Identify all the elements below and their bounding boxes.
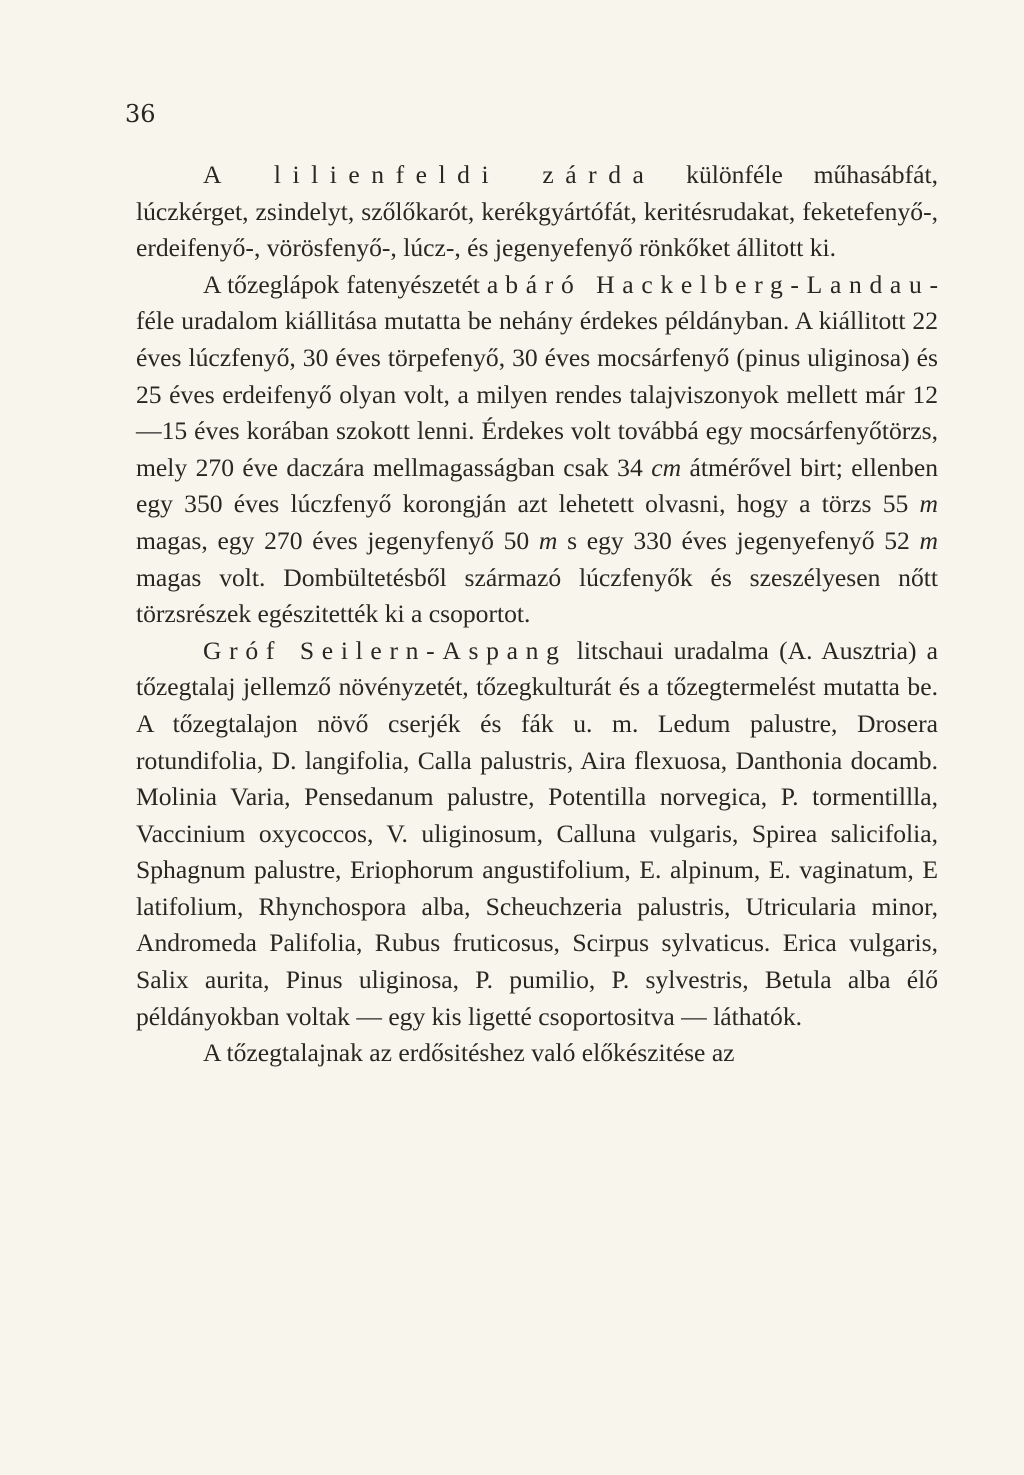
page-number: 36 bbox=[125, 100, 156, 128]
text-run: különféle műhasábfát, lúczkérget, zsindelyt, szőlőkarót, kerékgyártófát, keritésrudakat, feketefenyő-, erdeifenyő-, vörösfenyő-, lúcz-, és jegenyefenyő rönkőket állitott ki. bbox=[136, 160, 938, 263]
emphasis-grof-seilern-aspang: Gróf Seilern-Aspang bbox=[203, 635, 567, 665]
unit-m: m bbox=[919, 525, 938, 555]
text-run: -féle uradalom kiállitása mutatta be nehány érdekes példányban. A kiállitott 22 éves lúczfenyő, 30 éves törpefenyő, 30 éves mocsárfenyő (pinus uliginosa) és 25 éves erdeifenyő olyan volt, a milyen rendes talajviszonyok mellett már 12—15 éves korában szokott lenni. Érdekes volt továbbá egy mocsárfenyőtörzs, mely 270 éve daczára mellmagasságban csak 34 bbox=[136, 269, 938, 482]
paragraph-hackelberg bbox=[136, 267, 938, 633]
text-run: A tőzeglápok fatenyészetét a bbox=[203, 269, 506, 299]
text-run: litschaui uradalma (A. Ausztria) a tőzegtalaj jellemző növényzetét, tőzegkulturát és a tőzegtermelést mutatta be. A tőzegtalajon növő cserjék és fák u. m. Ledum palustre, Drosera rotundifolia, D. langifolia, Calla palustris, Aira flexuosa, Danthonia docamb. Molinia Varia, Pensedanum palustre, Potentilla norvegica, P. tormentillla, Vaccinium oxycoccos, V. uliginosum, Calluna vulgaris, Spirea salicifolia, Sphagnum palustre, Eriophorum angustifolium, E. alpinum, E. vaginatum, E latifolium, Rhynchospora alba, Scheuchzeria palustris, Utricularia minor, Andromeda Palifolia, Rubus fruticosus, Scirpus sylvaticus. Erica vulgaris, Salix aurita, Pinus uliginosa, P. pumilio, P. sylvestris, Betula alba élő példányokban voltak — egy kis ligetté csoportositva — láthatók. bbox=[136, 635, 938, 1031]
paragraph-tozegtalaj bbox=[136, 1035, 938, 1072]
text-run: A tőzegtalajnak az erdősitéshez való előkészitése az bbox=[203, 1038, 735, 1068]
text-run: magas volt. Dombültetésből származó lúczfenyők és szeszélyesen nőtt törzsrészek egészitették ki a csoportot. bbox=[136, 562, 938, 629]
emphasis-lilienfeldi-zarda: A lilienfeldi zárda bbox=[203, 160, 656, 189]
text-run: átmérővel birt; ellenben egy 350 éves lúczfenyő korongján azt lehetett olvasni, hogy a törzs 55 bbox=[136, 452, 938, 519]
paragraph-seilern-aspang bbox=[136, 633, 938, 1036]
emphasis-baro-hackelberg-landau: báró Hackelberg-Landau bbox=[505, 269, 930, 299]
unit-m: m bbox=[538, 525, 558, 555]
text-run: magas, egy 270 éves jegenyfenyő 50 bbox=[136, 525, 539, 555]
unit-cm: cm bbox=[651, 452, 682, 482]
unit-m: m bbox=[919, 489, 938, 519]
paragraph-lilienfeld bbox=[136, 157, 938, 267]
body-text bbox=[136, 157, 938, 1072]
text-run: s egy 330 éves jegenyefenyő 52 bbox=[557, 525, 920, 555]
